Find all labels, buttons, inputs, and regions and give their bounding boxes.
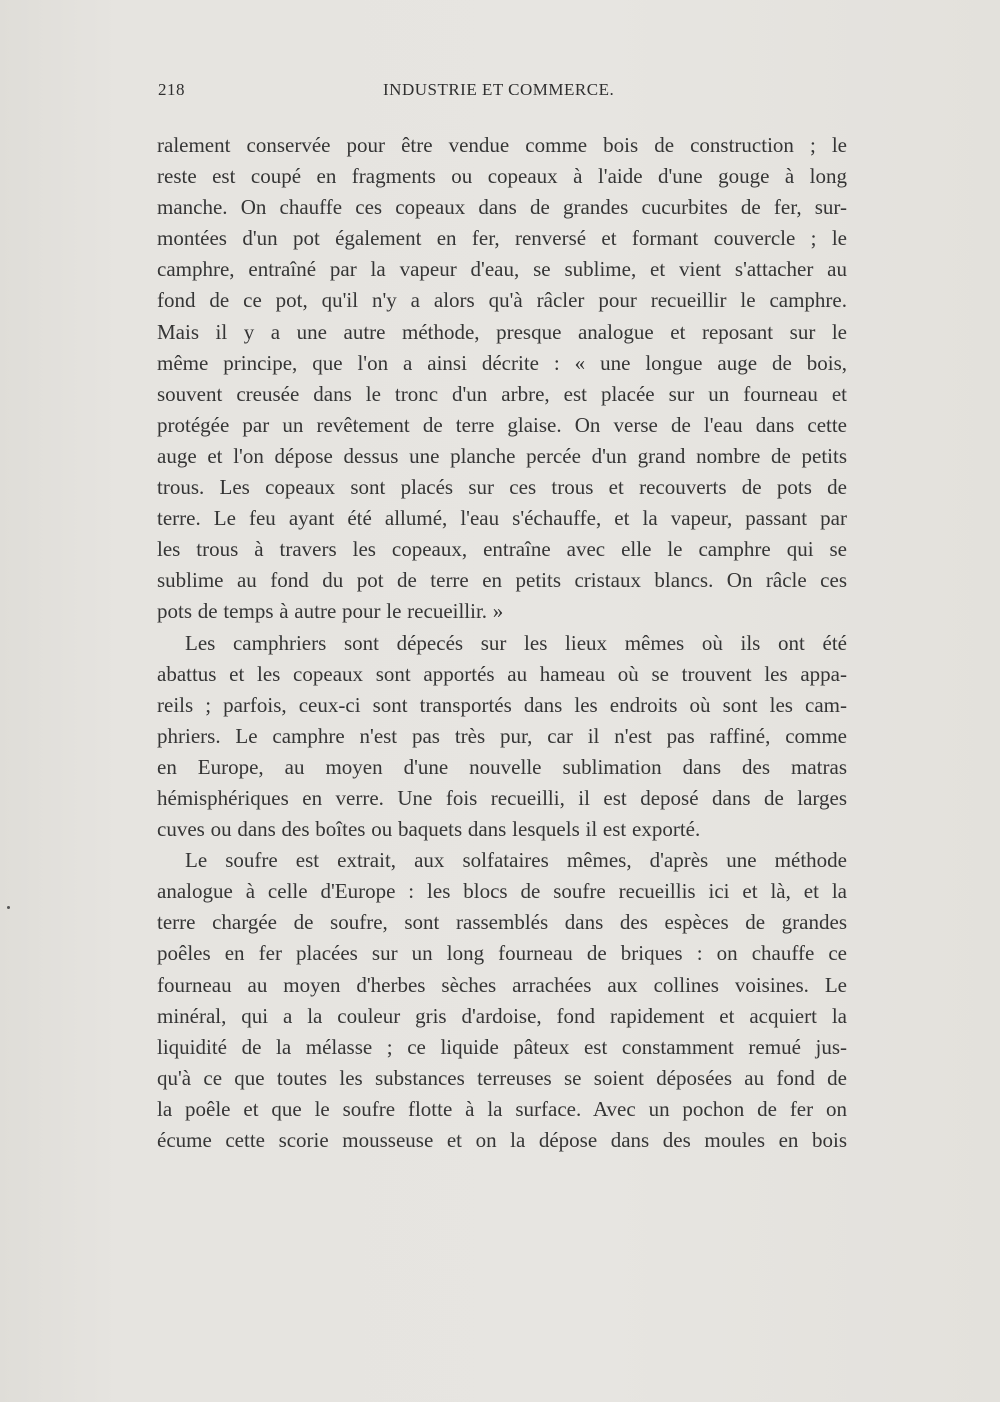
text-line: qu'à ce que toutes les substances terreuses se soient déposées au fond de — [157, 1065, 847, 1090]
text-line: abattus et les copeaux sont apportés au hameau où se trouvent les appa- — [157, 661, 847, 686]
text-line: Le soufre est extrait, aux solfataires mêmes, d'après une méthode — [185, 848, 847, 873]
text-line: auge et l'on dépose dessus une planche percée d'un grand nombre de petits — [157, 443, 847, 468]
running-head: INDUSTRIE ET COMMERCE. — [383, 80, 615, 99]
text-line: ralement conservée pour être vendue comme bois de construction ; le — [157, 133, 847, 157]
text-line: cuves ou dans des boîtes ou baquets dans lesquels il est exporté. — [157, 817, 701, 842]
text-line: les trous à travers les copeaux, entraîne avec elle le camphre qui se — [157, 537, 847, 562]
text-line: trous. Les copeaux sont placés sur ces trous et recouverts de pots de — [157, 475, 847, 500]
page-header — [155, 80, 845, 110]
text-line: manche. On chauffe ces copeaux dans de grandes cucurbites de fer, sur- — [157, 195, 847, 220]
text-line: la poêle et que le soufre flotte à la surface. Avec un pochon de fer on — [157, 1096, 847, 1121]
text-line: fond de ce pot, qu'il n'y a alors qu'à râcler pour recueillir le camphre. — [157, 288, 847, 313]
text-line: poêles en fer placées sur un long fourneau de briques : on chauffe ce — [157, 941, 847, 966]
text-line: fourneau au moyen d'herbes sèches arrachées aux collines voisines. Le — [157, 972, 847, 997]
text-line: reste est coupé en fragments ou copeaux à l'aide d'une gouge à long — [157, 164, 847, 189]
text-line: terre chargée de soufre, sont rassemblés dans des espèces de grandes — [157, 910, 847, 935]
text-line: terre. Le feu ayant été allumé, l'eau s'échauffe, et la vapeur, passant par — [157, 506, 847, 531]
text-line: Mais il y a une autre méthode, presque analogue et reposant sur le — [157, 319, 847, 344]
text-line: sublime au fond du pot de terre en petits cristaux blancs. On râcle ces — [157, 568, 847, 593]
text-line: pots de temps à autre pour le recueillir. » — [157, 599, 504, 624]
text-line: hémisphériques en verre. Une fois recueilli, il est deposé dans de larges — [157, 785, 847, 810]
text-line: camphre, entraîné par la vapeur d'eau, se sublime, et vient s'attacher au — [157, 257, 847, 282]
text-line: écume cette scorie mousseuse et on la dépose dans des moules en bois — [157, 1128, 847, 1152]
text-line: phriers. Le camphre n'est pas très pur, car il n'est pas raffiné, comme — [157, 723, 847, 748]
text-line: Les camphriers sont dépecés sur les lieux mêmes où ils ont été — [185, 630, 847, 655]
ink-speck — [7, 906, 10, 909]
text-line: même principe, que l'on a ainsi décrite : « une longue auge de bois, — [157, 350, 847, 375]
body-text — [157, 130, 847, 1156]
text-line: souvent creusée dans le tronc d'un arbre, est placée sur un fourneau et — [157, 381, 847, 406]
text-line: reils ; parfois, ceux-ci sont transportés dans les endroits où sont les cam- — [157, 692, 847, 717]
text-line: minéral, qui a la couleur gris d'ardoise, fond rapidement et acquiert la — [157, 1003, 847, 1028]
page-number: 218 — [158, 80, 185, 99]
text-line: montées d'un pot également en fer, renversé et formant couvercle ; le — [157, 226, 847, 251]
text-line: liquidité de la mélasse ; ce liquide pâteux est constamment remué jus- — [157, 1034, 847, 1059]
text-line: en Europe, au moyen d'une nouvelle sublimation dans des matras — [157, 754, 847, 779]
text-line: protégée par un revêtement de terre glaise. On verse de l'eau dans cette — [157, 412, 847, 437]
text-line: analogue à celle d'Europe : les blocs de soufre recueillis ici et là, et la — [157, 879, 847, 904]
